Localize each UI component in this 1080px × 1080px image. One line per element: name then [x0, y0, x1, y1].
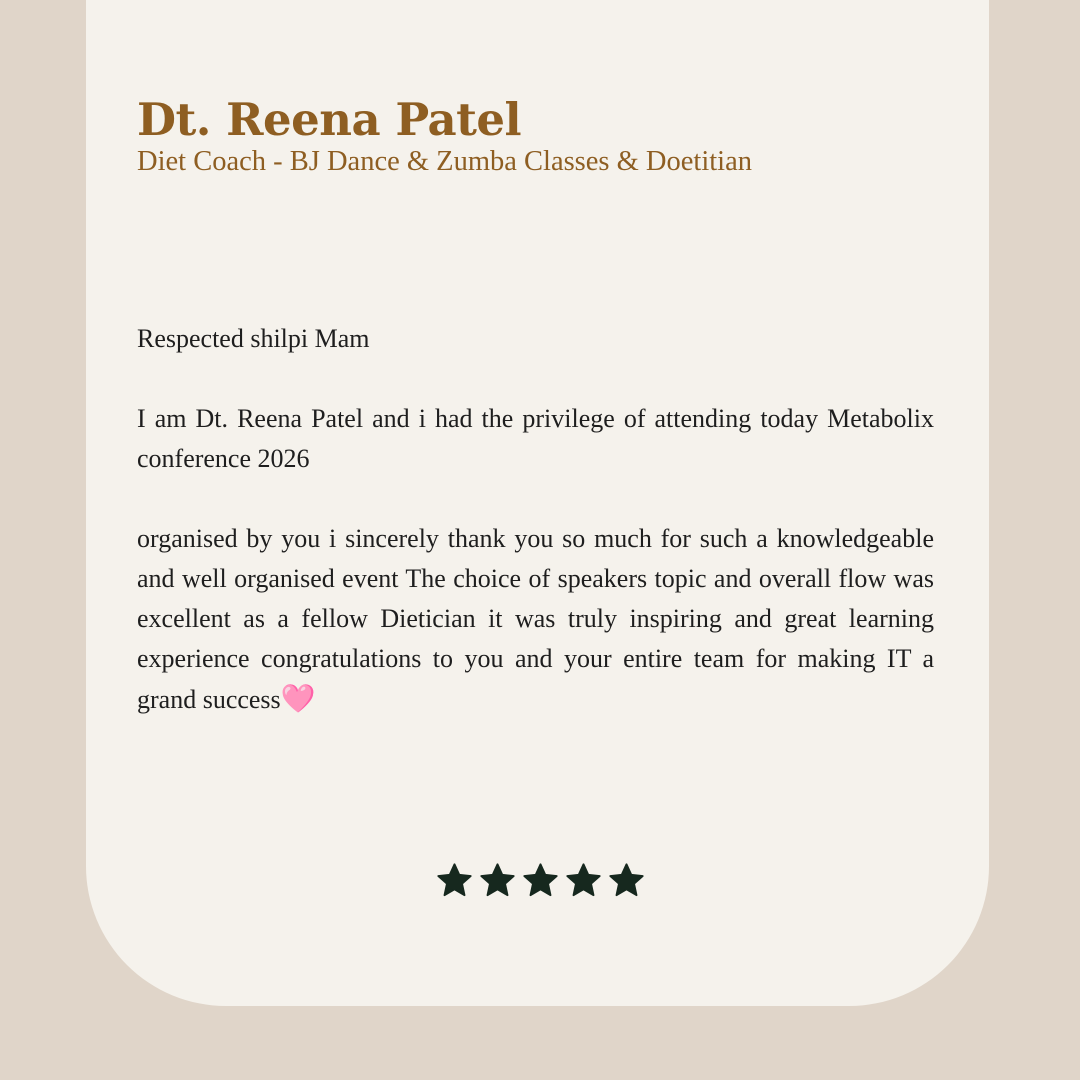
reviewer-title: Diet Coach - BJ Dance & Zumba Classes & Doetitian — [137, 146, 752, 177]
star-icon — [479, 862, 516, 899]
testimonial-paragraph-2 — [137, 519, 934, 720]
star-icon — [608, 862, 645, 899]
testimonial-paragraph-1: I am Dt. Reena Patel and i had the privilege of attending today Metabolix conference 2026 — [137, 404, 934, 473]
heart-emoji: 🩷 — [280, 682, 316, 715]
reviewer-name: Dt. Reena Patel — [137, 93, 522, 146]
greeting-text: Respected shilpi Mam — [137, 324, 370, 353]
star-rating — [436, 862, 645, 902]
testimonial-paragraph-2-text: organised by you i sincerely thank you so much for such a knowledgeable and well organised event The choice of speakers topic and overall flow was excellent as a fellow Dietician it was truly inspiring and great learning experience congratulations to you and your entire team for making IT a grand success — [137, 524, 934, 714]
star-icon — [436, 862, 473, 899]
star-icon — [522, 862, 559, 899]
star-icon — [565, 862, 602, 899]
